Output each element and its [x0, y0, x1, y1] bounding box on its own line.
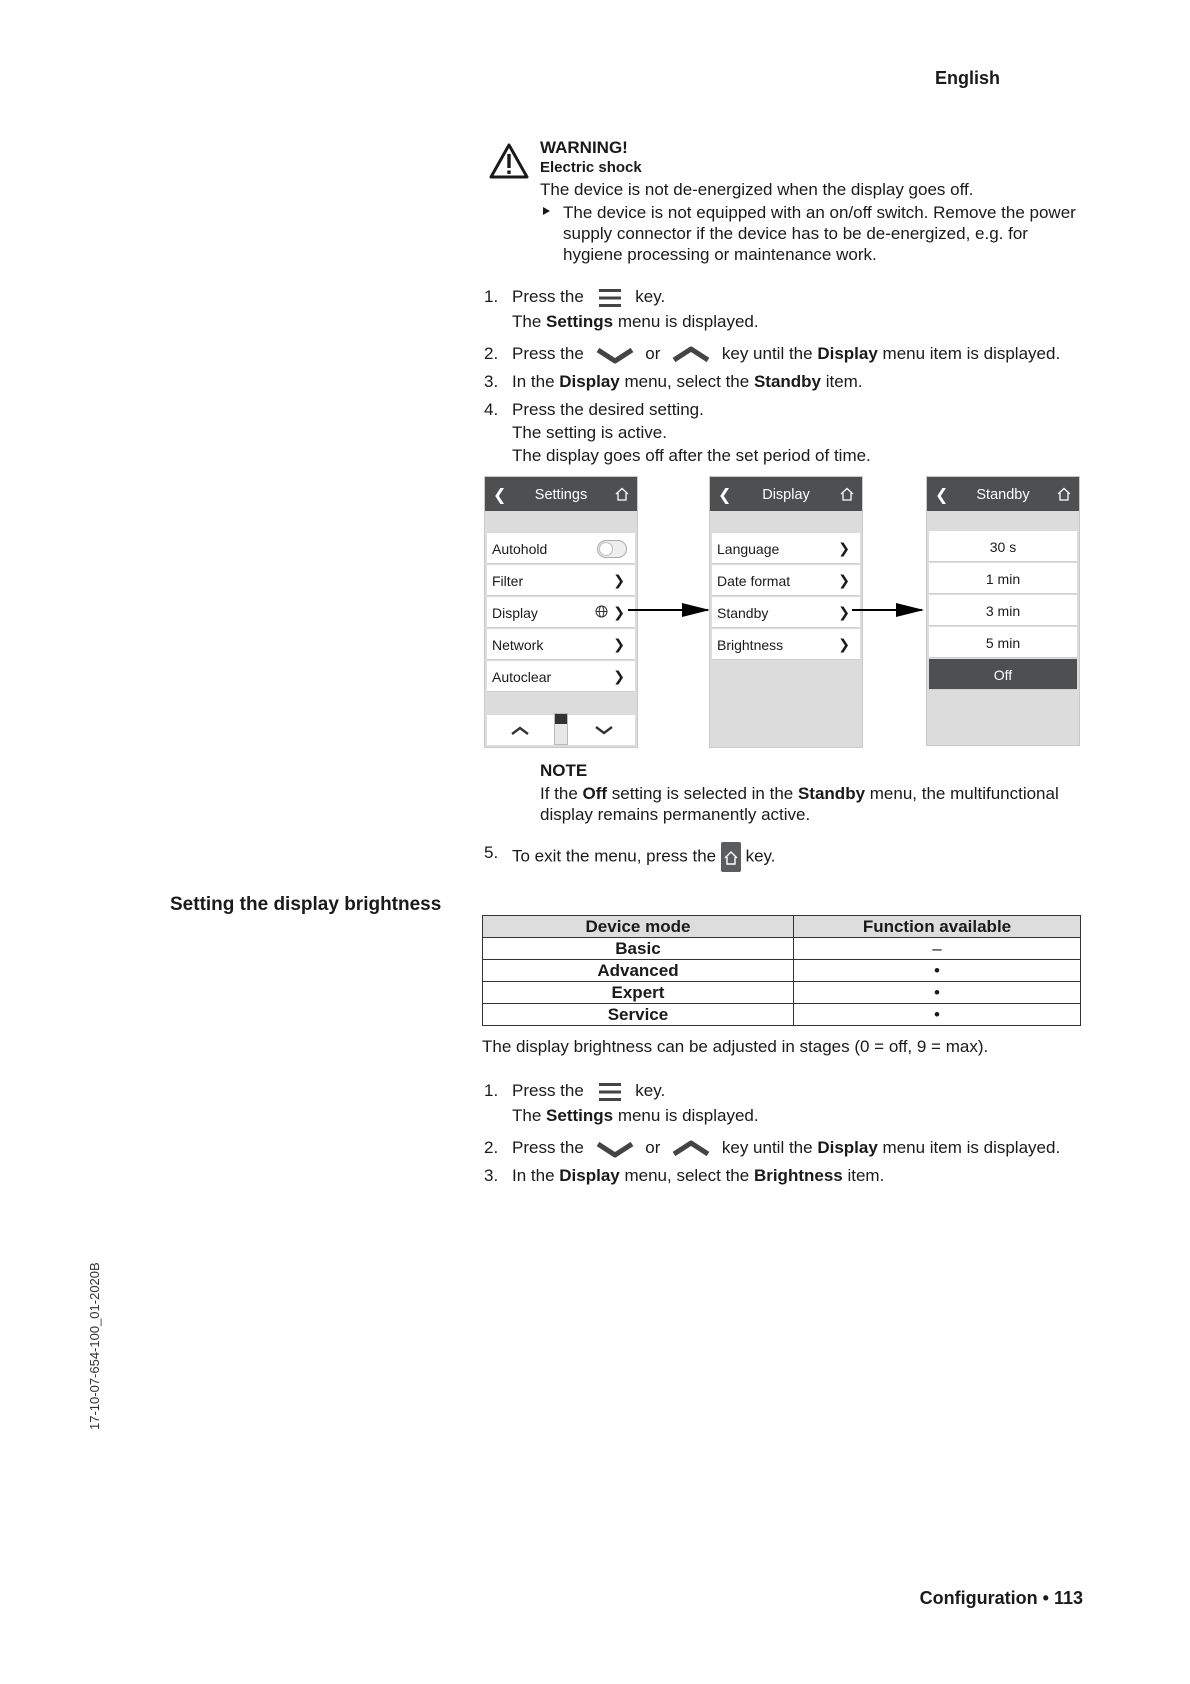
step-text: key until the — [721, 1138, 818, 1157]
display-item-date-format[interactable] — [712, 565, 860, 596]
step-3 — [484, 371, 1104, 392]
chevron-right-icon: ❯ — [838, 604, 850, 620]
standby-option-off[interactable] — [929, 659, 1077, 690]
flow-arrow — [852, 609, 922, 611]
step-1 — [484, 286, 1104, 332]
chevron-right-icon: ❯ — [613, 668, 625, 684]
step-text: In the — [512, 1166, 560, 1185]
step-bold: Display — [559, 372, 620, 391]
page-footer: Configuration • 113 — [919, 1588, 1083, 1608]
settings-nav-bar — [487, 715, 635, 745]
note-title: NOTE — [540, 761, 588, 780]
step-result: The display goes off after the set period of time. — [512, 446, 871, 465]
display-item-standby[interactable] — [712, 597, 860, 628]
standby-screen — [926, 476, 1080, 746]
settings-item-filter[interactable] — [487, 565, 635, 596]
table-cell: Advanced — [483, 960, 794, 982]
step-result: The — [512, 1105, 547, 1125]
step-text: Press the — [512, 1138, 584, 1157]
step-text: Press the — [512, 344, 584, 363]
settings-item-autoclear[interactable] — [487, 661, 635, 692]
device-mode-table — [482, 915, 1081, 1026]
step-result: The — [512, 311, 547, 331]
step-bold: Standby — [753, 372, 821, 391]
display-screen — [709, 476, 863, 748]
note-text-part: menu, the multifunctional display remains permanently active. — [540, 784, 1059, 824]
menu-item-label: Date format — [717, 573, 791, 589]
step-text: key. — [635, 287, 666, 306]
step-text: Press the — [512, 1081, 584, 1100]
step-text: item. — [821, 372, 863, 391]
step-bold: Display — [817, 1138, 878, 1157]
table-cell: • — [793, 960, 1080, 982]
step-number: 4. — [484, 400, 499, 419]
brightness-step-3 — [484, 1165, 1104, 1186]
menu-item-label: Autohold — [492, 541, 548, 557]
step-result-bold: Settings — [546, 1105, 614, 1125]
step-4 — [484, 399, 1104, 466]
brightness-intro: The display brightness can be adjusted in stages (0 = off, 9 = max). — [482, 1037, 989, 1056]
step-text: Press the desired setting. — [512, 400, 704, 419]
table-cell: Basic — [483, 938, 794, 960]
option-label: 3 min — [985, 603, 1021, 619]
menu-key-icon — [595, 287, 625, 309]
down-key-icon — [595, 1139, 635, 1159]
globe-icon — [595, 605, 608, 618]
back-icon[interactable]: ❮ — [718, 487, 732, 504]
home-key-icon — [721, 842, 741, 872]
table-row — [483, 960, 1081, 982]
option-label: 1 min — [985, 571, 1021, 587]
step-number: 3. — [484, 1166, 499, 1185]
table-cell: – — [793, 938, 1080, 960]
step-number: 2. — [484, 1138, 499, 1157]
warning-block — [540, 137, 1080, 265]
menu-item-label: Language — [717, 541, 780, 557]
menu-item-label: Autoclear — [492, 669, 552, 685]
warning-subtitle: Electric shock — [540, 159, 642, 176]
standby-option-3min[interactable] — [929, 595, 1077, 626]
note-bold: Off — [582, 784, 608, 803]
warning-triangle-icon — [489, 143, 529, 179]
step-result: The setting is active. — [512, 423, 667, 442]
chevron-right-icon: ❯ — [613, 636, 625, 652]
bullet-triangle-icon — [543, 207, 550, 215]
up-key-icon — [671, 1139, 711, 1159]
chevron-right-icon: ❯ — [838, 572, 850, 588]
menu-item-label: Standby — [717, 605, 769, 621]
standby-header — [927, 477, 1079, 511]
up-key-icon — [671, 345, 711, 365]
step-number: 5. — [484, 843, 499, 862]
warning-bullet-text: The device is not equipped with an on/off switch. Remove the power supply connector if the device has to be de-energized, e.g. for hygiene processing or maintenance work. — [563, 203, 1076, 264]
menu-item-label: Brightness — [717, 637, 784, 653]
table-row — [483, 982, 1081, 1004]
back-icon[interactable]: ❮ — [935, 487, 949, 504]
step-result-bold: Settings — [546, 311, 614, 331]
settings-item-display[interactable] — [487, 597, 635, 628]
chevron-right-icon: ❯ — [613, 604, 625, 620]
section-title: Setting the display brightness — [170, 894, 442, 915]
standby-option-30s[interactable] — [929, 531, 1077, 562]
warning-bullet — [540, 202, 1080, 265]
scroll-up-icon[interactable] — [509, 724, 531, 736]
step-result: menu is displayed. — [613, 311, 759, 331]
table-cell: • — [793, 982, 1080, 1004]
step-text: menu, select the — [619, 1166, 754, 1185]
step-text: item. — [842, 1166, 885, 1185]
back-icon[interactable]: ❮ — [493, 487, 507, 504]
table-header: Device mode — [483, 916, 794, 938]
step-number: 3. — [484, 372, 499, 391]
document-code: 17-10-07-654-100_01-2020B — [87, 1262, 102, 1430]
brightness-step-1 — [484, 1080, 1104, 1126]
scroll-down-icon[interactable] — [593, 724, 615, 736]
chevron-right-icon: ❯ — [838, 636, 850, 652]
menu-item-label: Network — [492, 637, 544, 653]
note-text — [540, 783, 1100, 825]
standby-option-1min[interactable] — [929, 563, 1077, 594]
step-text: In the — [512, 372, 560, 391]
step-text: key. — [635, 1081, 666, 1100]
note-text-part: If the — [540, 784, 583, 803]
step-text: Press the — [512, 287, 584, 306]
display-header — [710, 477, 862, 511]
step-bold: Display — [817, 344, 878, 363]
scrollbar-thumb[interactable] — [555, 714, 567, 724]
step-text: menu, select the — [619, 372, 754, 391]
brightness-step-2 — [484, 1137, 1104, 1159]
warning-title: WARNING! — [540, 138, 628, 157]
note-text-part: setting is selected in the — [607, 784, 798, 803]
down-key-icon — [595, 345, 635, 365]
flow-arrow — [628, 609, 708, 611]
standby-title: Standby — [976, 487, 1030, 503]
step-number: 1. — [484, 287, 499, 306]
note-block — [540, 760, 1100, 825]
table-row — [483, 1004, 1081, 1026]
step-text: To exit the menu, press the — [512, 846, 717, 866]
home-icon[interactable] — [615, 487, 629, 501]
chevron-right-icon: ❯ — [838, 540, 850, 556]
settings-item-autohold[interactable] — [487, 533, 635, 564]
step-text: menu item is displayed. — [877, 344, 1061, 363]
table-row — [483, 938, 1081, 960]
menu-key-icon — [595, 1081, 625, 1103]
step-text: or — [645, 1138, 661, 1157]
option-label: 30 s — [989, 539, 1017, 555]
table-cell: • — [793, 1004, 1080, 1026]
step-5 — [484, 842, 1104, 872]
table-header-row — [483, 916, 1081, 938]
settings-screen — [484, 476, 638, 748]
step-text: key. — [745, 846, 776, 866]
note-bold: Standby — [797, 784, 866, 803]
option-label: Off — [993, 667, 1013, 683]
home-icon[interactable] — [1057, 487, 1071, 501]
step-number: 2. — [484, 344, 499, 363]
scrollbar[interactable] — [554, 713, 568, 745]
step-text: key until the — [721, 344, 818, 363]
display-item-brightness[interactable] — [712, 629, 860, 660]
settings-header — [485, 477, 637, 511]
home-icon[interactable] — [840, 487, 854, 501]
menu-item-label: Display — [492, 605, 538, 621]
settings-title: Settings — [534, 487, 588, 503]
step-number: 1. — [484, 1081, 499, 1100]
autohold-toggle[interactable] — [597, 540, 627, 558]
step-bold: Display — [559, 1166, 620, 1185]
menu-item-label: Filter — [492, 573, 524, 589]
step-text: menu item is displayed. — [877, 1138, 1061, 1157]
step-bold: Brightness — [753, 1166, 843, 1185]
settings-item-network[interactable] — [487, 629, 635, 660]
table-header: Function available — [793, 916, 1080, 938]
warning-text: The device is not de-energized when the display goes off. — [540, 180, 974, 199]
option-label: 5 min — [985, 635, 1021, 651]
step-result: menu is displayed. — [613, 1105, 759, 1125]
table-cell: Service — [483, 1004, 794, 1026]
standby-option-5min[interactable] — [929, 627, 1077, 658]
step-text: or — [645, 344, 661, 363]
chevron-right-icon: ❯ — [613, 572, 625, 588]
language-label: English — [934, 68, 1000, 88]
display-title: Display — [762, 487, 810, 503]
table-cell: Expert — [483, 982, 794, 1004]
display-item-language[interactable] — [712, 533, 860, 564]
step-2 — [484, 343, 1104, 365]
